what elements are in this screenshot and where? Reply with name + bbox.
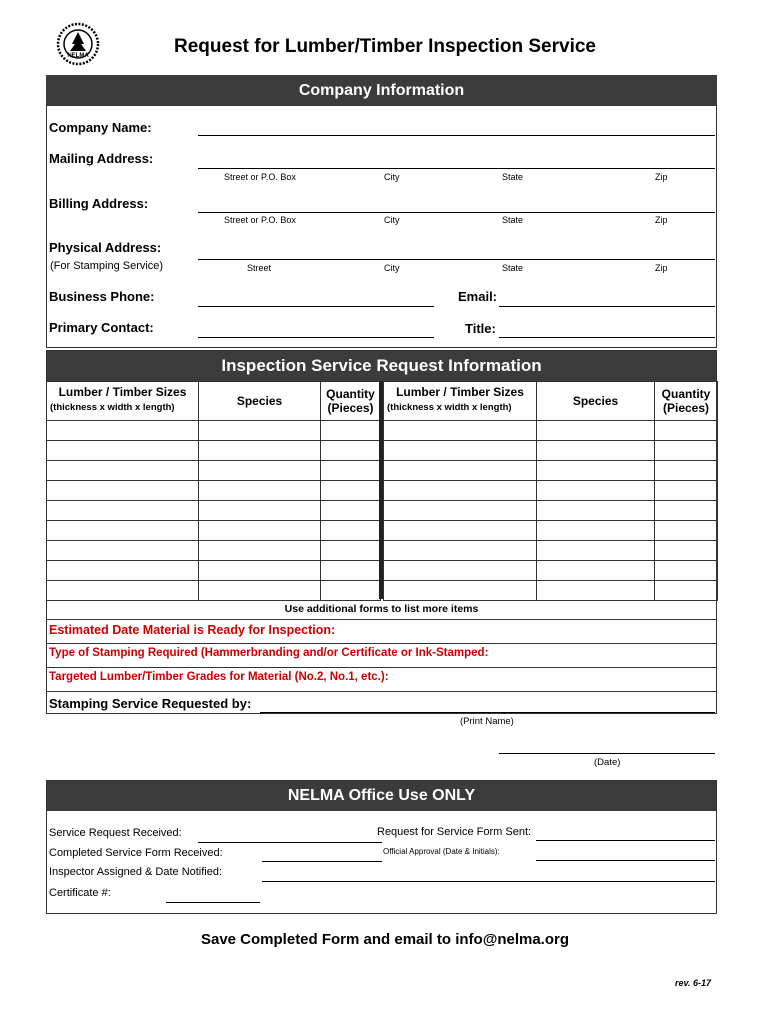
col-species-header: Species <box>236 394 283 408</box>
size-cell[interactable] <box>47 501 199 521</box>
species-cell[interactable] <box>199 541 321 561</box>
stamping-type-label: Type of Stamping Required (Hammerbranding and/or Certificate or Ink-Stamped: <box>49 647 489 659</box>
size-cell[interactable] <box>384 581 537 601</box>
approval-field[interactable] <box>536 860 715 861</box>
form-sent-label: Request for Service Form Sent: <box>377 826 532 838</box>
size-cell[interactable] <box>384 481 537 501</box>
divider <box>46 691 717 692</box>
ready-date-label: Estimated Date Material is Ready for Inspection: <box>49 623 336 637</box>
col-sizes-subheader: (thickness x width x length) <box>387 402 512 413</box>
mailing-city-caption: City <box>384 172 400 182</box>
col-sizes-header: Lumber / Timber Sizes <box>396 385 524 399</box>
inspector-label: Inspector Assigned & Date Notified: <box>49 866 223 878</box>
species-cell[interactable] <box>537 521 655 541</box>
size-cell[interactable] <box>47 441 199 461</box>
completed-form-label: Completed Service Form Received: <box>49 847 223 859</box>
table-row <box>384 581 718 601</box>
species-cell[interactable] <box>199 521 321 541</box>
service-received-field[interactable] <box>198 842 382 843</box>
table-row <box>384 421 718 441</box>
form-sent-field[interactable] <box>536 840 715 841</box>
col-sizes-header: Lumber / Timber Sizes <box>58 385 187 399</box>
table-row <box>384 461 718 481</box>
size-cell[interactable] <box>384 501 537 521</box>
size-cell[interactable] <box>384 461 537 481</box>
qty-cell[interactable] <box>321 521 381 541</box>
table-row <box>47 541 381 561</box>
service-received-label: Service Request Received: <box>49 827 182 839</box>
table-row <box>47 461 381 481</box>
inspector-field[interactable] <box>262 881 715 882</box>
requested-by-field[interactable] <box>260 712 715 713</box>
col-sizes-subheader: (thickness x width x length) <box>50 402 175 413</box>
size-cell[interactable] <box>384 561 537 581</box>
office-band: NELMA Office Use ONLY <box>46 780 717 811</box>
qty-cell[interactable] <box>655 441 718 461</box>
mailing-zip-caption: Zip <box>655 172 668 182</box>
physical-address-note: (For Stamping Service) <box>50 260 164 272</box>
title-label: Title: <box>465 321 496 336</box>
size-cell[interactable] <box>47 581 199 601</box>
species-cell[interactable] <box>537 561 655 581</box>
qty-cell[interactable] <box>321 541 381 561</box>
col-qty-header: Quantity <box>326 387 375 401</box>
size-cell[interactable] <box>47 461 199 481</box>
size-cell[interactable] <box>384 541 537 561</box>
qty-cell[interactable] <box>655 561 718 581</box>
billing-address-label: Billing Address: <box>49 196 149 211</box>
col-qty-subheader: (Pieces) <box>327 401 374 415</box>
additional-forms-note: Use additional forms to list more items <box>284 603 479 615</box>
qty-cell[interactable] <box>655 461 718 481</box>
physical-street-caption: Street <box>247 263 272 273</box>
species-cell[interactable] <box>537 461 655 481</box>
qty-cell[interactable] <box>321 441 381 461</box>
divider <box>46 643 717 644</box>
col-species-header: Species <box>572 394 619 408</box>
mailing-address-label: Mailing Address: <box>49 151 154 166</box>
physical-zip-caption: Zip <box>655 263 668 273</box>
species-cell[interactable] <box>537 581 655 601</box>
print-name-caption: (Print Name) <box>460 716 514 727</box>
species-cell[interactable] <box>199 461 321 481</box>
species-cell[interactable] <box>537 501 655 521</box>
billing-address-field[interactable] <box>198 212 715 213</box>
title-field[interactable] <box>499 337 715 338</box>
qty-cell[interactable] <box>655 481 718 501</box>
company-name-field[interactable] <box>198 135 715 136</box>
qty-cell[interactable] <box>321 501 381 521</box>
qty-cell[interactable] <box>655 521 718 541</box>
size-cell[interactable] <box>384 421 537 441</box>
species-cell[interactable] <box>199 421 321 441</box>
revision-label: rev. 6-17 <box>675 978 712 988</box>
qty-cell[interactable] <box>321 461 381 481</box>
billing-city-caption: City <box>384 215 400 225</box>
table-row <box>47 521 381 541</box>
qty-cell[interactable] <box>321 481 381 501</box>
save-instructions: Save Completed Form and email to info@nelma.org <box>200 931 570 948</box>
size-cell[interactable] <box>384 441 537 461</box>
divider <box>46 667 717 668</box>
table-row <box>47 421 381 441</box>
species-cell[interactable] <box>537 481 655 501</box>
logo-text: NELMA <box>67 53 89 59</box>
company-name-label: Company Name: <box>49 120 152 135</box>
species-cell[interactable] <box>537 441 655 461</box>
qty-cell[interactable] <box>321 581 381 601</box>
size-cell[interactable] <box>47 541 199 561</box>
table-row <box>384 561 718 581</box>
col-qty-subheader: (Pieces) <box>662 401 710 415</box>
email-label: Email: <box>458 289 498 304</box>
business-phone-field[interactable] <box>198 306 434 307</box>
size-cell[interactable] <box>384 521 537 541</box>
size-cell[interactable] <box>47 561 199 581</box>
table-row <box>47 481 381 501</box>
inspection-band: Inspection Service Request Information <box>46 350 717 381</box>
species-cell[interactable] <box>537 421 655 441</box>
certificate-field[interactable] <box>166 902 260 903</box>
mailing-address-field[interactable] <box>198 168 715 169</box>
table-row <box>47 581 381 601</box>
species-cell[interactable] <box>537 541 655 561</box>
billing-street-caption: Street or P.O. Box <box>224 215 296 225</box>
species-cell[interactable] <box>199 481 321 501</box>
table-row <box>47 561 381 581</box>
primary-contact-label: Primary Contact: <box>49 320 154 335</box>
qty-cell[interactable] <box>655 501 718 521</box>
date-caption: (Date) <box>594 757 621 768</box>
table-row <box>47 441 381 461</box>
qty-cell[interactable] <box>655 541 718 561</box>
mailing-street-caption: Street or P.O. Box <box>224 172 296 182</box>
species-cell[interactable] <box>199 561 321 581</box>
species-cell[interactable] <box>199 581 321 601</box>
size-cell[interactable] <box>47 481 199 501</box>
qty-cell[interactable] <box>321 421 381 441</box>
request-date-field[interactable] <box>499 753 715 754</box>
species-cell[interactable] <box>199 501 321 521</box>
items-table-right <box>383 381 718 601</box>
requested-by-label: Stamping Service Requested by: <box>49 696 252 711</box>
qty-cell[interactable] <box>655 421 718 441</box>
billing-state-caption: State <box>502 215 524 225</box>
approval-label: Official Approval (Date & Initials): <box>383 847 500 856</box>
physical-state-caption: State <box>502 263 524 273</box>
business-phone-label: Business Phone: <box>49 289 155 304</box>
table-row <box>384 501 718 521</box>
table-row <box>384 441 718 461</box>
certificate-label: Certificate #: <box>49 887 111 899</box>
table-row <box>384 541 718 561</box>
items-table-left <box>46 381 381 601</box>
physical-address-field[interactable] <box>198 259 715 260</box>
email-field[interactable] <box>499 306 715 307</box>
primary-contact-field[interactable] <box>198 337 434 338</box>
table-row <box>384 481 718 501</box>
size-cell[interactable] <box>47 521 199 541</box>
billing-zip-caption: Zip <box>655 215 668 225</box>
table-row <box>384 521 718 541</box>
divider <box>46 619 717 620</box>
size-cell[interactable] <box>47 421 199 441</box>
grades-label: Targeted Lumber/Timber Grades for Material (No.2, No.1, etc.): <box>49 671 389 683</box>
qty-cell[interactable] <box>655 581 718 601</box>
physical-address-label: Physical Address: <box>49 240 162 255</box>
form-title: Request for Lumber/Timber Inspection Service <box>174 36 596 57</box>
species-cell[interactable] <box>199 441 321 461</box>
table-row <box>47 501 381 521</box>
qty-cell[interactable] <box>321 561 381 581</box>
company-band: Company Information <box>46 75 717 106</box>
physical-city-caption: City <box>384 263 400 273</box>
col-qty-header: Quantity <box>661 387 711 401</box>
mailing-state-caption: State <box>502 172 524 182</box>
completed-form-field[interactable] <box>262 861 382 862</box>
